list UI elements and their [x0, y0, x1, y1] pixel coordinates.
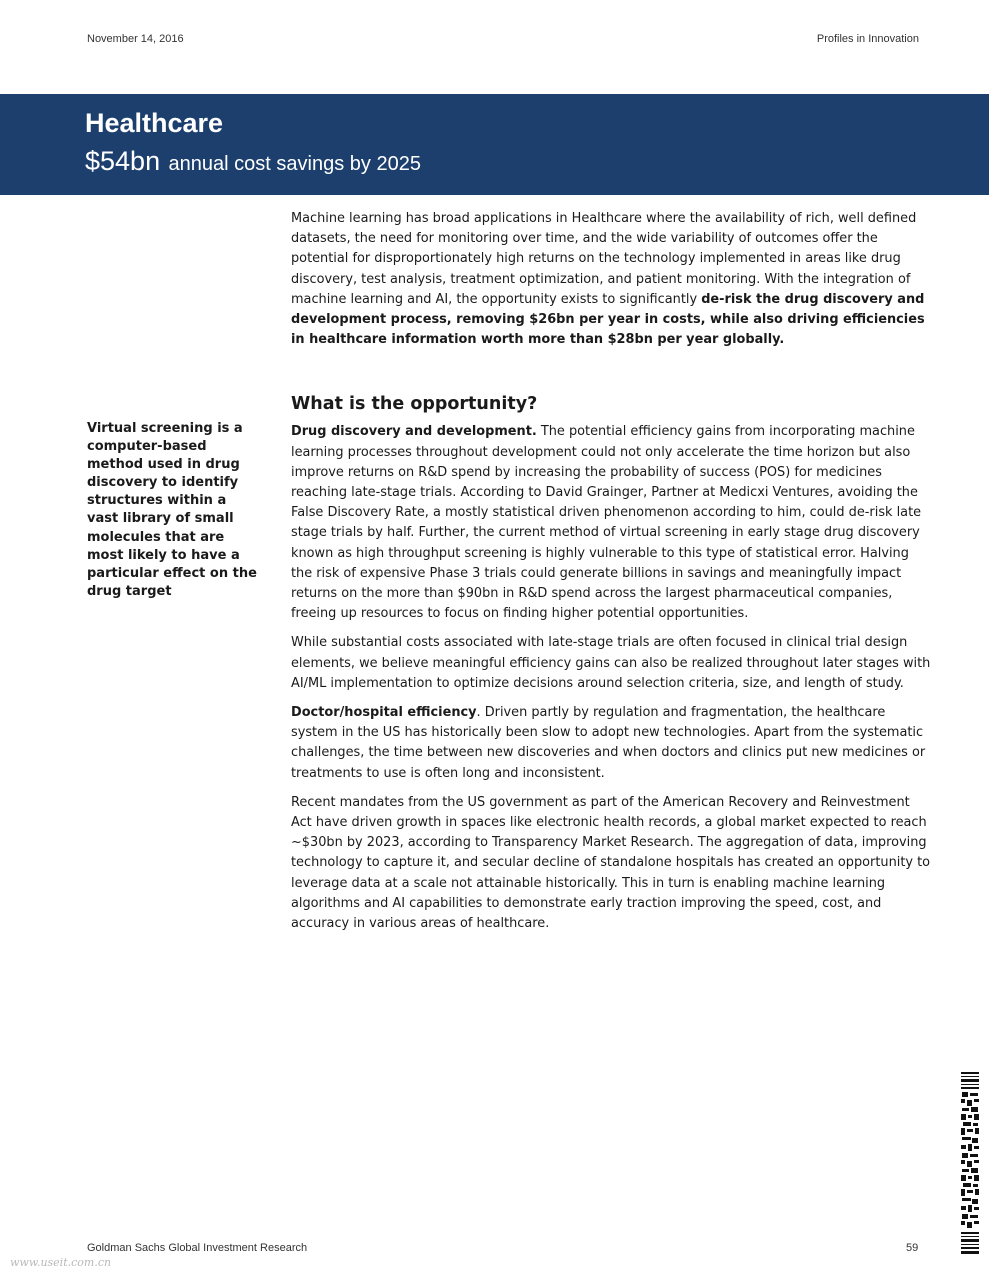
barcode-icon: [960, 1070, 980, 1256]
watermark: www.useit.com.cn: [10, 1256, 112, 1269]
page-number: 59: [906, 1242, 919, 1254]
main-text-column: [291, 209, 931, 943]
footer-publisher: Goldman Sachs Global Investment Research: [87, 1242, 308, 1254]
section-banner: [0, 94, 989, 195]
banner-subtitle: [85, 146, 421, 177]
paragraph-drug-discovery: [291, 422, 931, 624]
report-series: Profiles in Innovation: [816, 33, 919, 45]
sidebar-note: Virtual screening is a computer-based method used in drug discovery to identify structures within a vast library of small molecules that are most likely to have a particular effect on the drug target: [87, 421, 257, 599]
intro-paragraph: [291, 209, 931, 350]
banner-title: Healthcare: [85, 108, 224, 138]
paragraph-late-stage: While substantial costs associated with late-stage trials are often focused in clinical trial design elements, we believe meaningful efficiency gains can also be realized throughout later stages with AI/ML implementation to optimize decisions around selection criteria, size, and length of study.: [291, 635, 931, 691]
report-date: November 14, 2016: [87, 33, 184, 45]
banner-amount: $54bn: [85, 146, 161, 176]
paragraph-mandates: Recent mandates from the US government as part of the American Recovery and Reinvestment Act have driven growth in spaces like electronic health records, a global market expected to reach ~$30bn by 2023, according to Transparency Market Research. The aggregation of data, improving technology to capture it, and secular decline of standalone hospitals has created an opportunity to leverage data at a scale not attainable historically. This in turn is enabling machine learning algorithms and AI capabilities to demonstrate early traction improving the speed, cost, and accuracy in various areas of healthcare.: [291, 794, 931, 932]
paragraph-lead-hospital-efficiency: Doctor/hospital efficiency: [291, 705, 477, 721]
intro-bold-text: de-risk the drug discovery and development process, removing $26bn per year in costs, while also driving efficiencies in healthcare information worth more than $28bn per year globally.: [291, 291, 925, 348]
intro-text: Machine learning has broad applications in Healthcare where the availability of rich, well defined datasets, the need for monitoring over time, and the wide variability of outcomes offer the potential for disproportionately high returns on the technology implemented in areas like drug discovery, test analysis, treatment optimization, and patient monitoring. With the integration of machine learning and AI, the opportunity exists to significantly: [291, 211, 917, 307]
paragraph-lead-drug-discovery: Drug discovery and development.: [291, 424, 537, 440]
section-heading: What is the opportunity?: [291, 394, 538, 415]
banner-subtitle-text: annual cost savings by 2025: [168, 153, 421, 175]
paragraph-hospital-efficiency: [291, 703, 931, 784]
paragraph-text-drug-discovery: The potential efficiency gains from incorporating machine learning processes throughout development could not only accelerate the time horizon but also improve returns on R&D spend by increasing the probability of success (POS) for medicines reaching late-stage trials. According to David Grainger, Partner at Medicxi Ventures, avoiding the False Discovery Rate, a mostly statistical driven phenomenon according to him, could de-risk late stage trials by half. Further, the current method of virtual screening in early stage drug discovery known as high throughput screening is highly vulnerable to this type of statistical error. Halving the risk of expensive Phase 3 trials could generate billions in savings and meaningfully impact returns on the more than $90bn in R&D spend across the largest pharmaceutical companies, freeing up resources to focus on finding higher potential opportunities.: [291, 424, 922, 622]
paragraph-text-hospital-efficiency: . Driven partly by regulation and fragmentation, the healthcare system in the US has historically been slow to adopt new technologies. Apart from the systematic challenges, the time between new discoveries and when doctors and clinics put new medicines or treatments to use is often long and inconsistent.: [291, 705, 926, 781]
